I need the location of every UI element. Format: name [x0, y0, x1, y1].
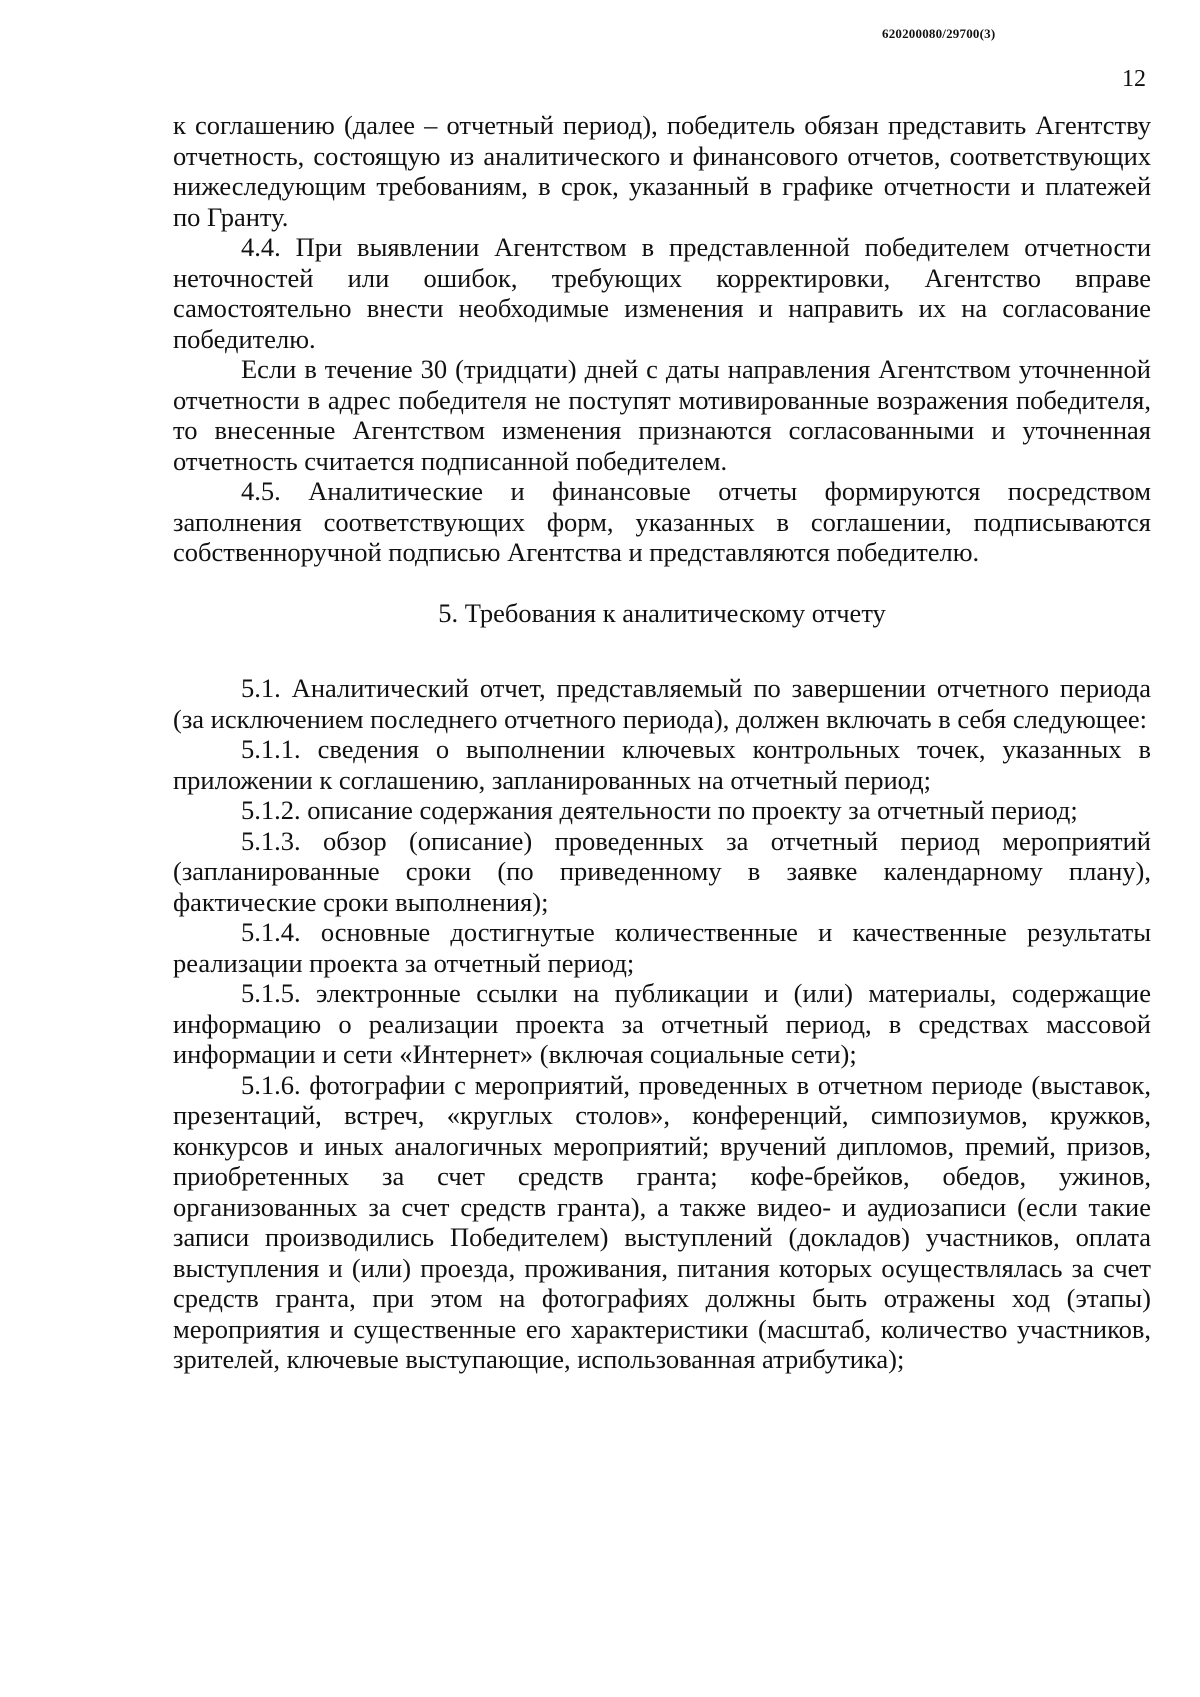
section-title: 5. Требования к аналитическому отчету: [438, 597, 886, 628]
paragraph-5-1-6: 5.1.6. фотографии с мероприятий, проведенных в отчетном периоде (выставок, презентаций, встреч, «круглых столов», конференций, симпозиумов, кружков, конкурсов и иных аналогичных мероприятий; вручений дипломов, премий, призов, приобретенных за счет средств гранта; кофе-брейков, обедов, ужинов, организованных за счет средств гранта), а также видео- и аудиозаписи (если такие записи производились Победителем) выступлений (докладов) участников, оплата выступления и (или) проезда, проживания, питания которых осуществлялась за счет средств гранта, при этом на фотографиях должны быть отражены ход (этапы) мероприятия и существенные его характеристики (масштаб, количество участников, зрителей, ключевые выступающие, использованная атрибутика);: [173, 1069, 1151, 1374]
page-number: 12: [1122, 66, 1146, 92]
paragraph-5-1-1: 5.1.1. сведения о выполнении ключевых контрольных точек, указанных в приложении к соглашению, запланированных на отчетный период;: [173, 734, 1151, 795]
paragraph-5-1-3: 5.1.3. обзор (описание) проведенных за отчетный период мероприятий (запланированные сроки (по приведенному в заявке календарному плану), фактические сроки выполнения);: [173, 825, 1151, 917]
paragraph-continuation: к соглашению (далее – отчетный период), победитель обязан представить Агентству отчетность, состоящую из аналитического и финансового отчетов, соответствующих нижеследующим требованиям, в срок, указанный в графике отчетности и платежей по Гранту.: [173, 110, 1151, 232]
document-body: [173, 110, 1151, 1375]
paragraph-5-1-5: 5.1.5. электронные ссылки на публикации и (или) материалы, содержащие информацию о реализации проекта за отчетный период, в средствах массовой информации и сети «Интернет» (включая социальные сети);: [173, 978, 1151, 1069]
paragraph-4-5: 4.5. Аналитические и финансовые отчеты формируются посредством заполнения соответствующих форм, указанных в соглашении, подписываются собственноручной подписью Агентства и представляются победителю.: [173, 476, 1151, 567]
paragraph-4-4: 4.4. При выявлении Агентством в представленной победителем отчетности неточностей или ошибок, требующих корректировки, Агентство вправе самостоятельно внести необходимые изменения и направить их на согласование победителю.: [173, 232, 1151, 354]
paragraph-5-1-2: 5.1.2. описание содержания деятельности по проекту за отчетный период;: [241, 795, 1078, 825]
paragraph-5-1-4: 5.1.4. основные достигнутые количественные и качественные результаты реализации проекта за отчетный период;: [173, 917, 1151, 978]
paragraph-5-1: 5.1. Аналитический отчет, представляемый по завершении отчетного периода (за исключением последнего отчетного периода), должен включать в себя следующее:: [173, 673, 1151, 734]
document-number: 620200080/29700(3): [882, 26, 996, 41]
paragraph-4-4-cont: Если в течение 30 (тридцати) дней с даты направления Агентством уточненной отчетности в адрес победителя не поступят мотивированные возражения победителя, то внесенные Агентством изменения признаются согласованными и уточненная отчетность считается подписанной победителем.: [173, 354, 1151, 476]
